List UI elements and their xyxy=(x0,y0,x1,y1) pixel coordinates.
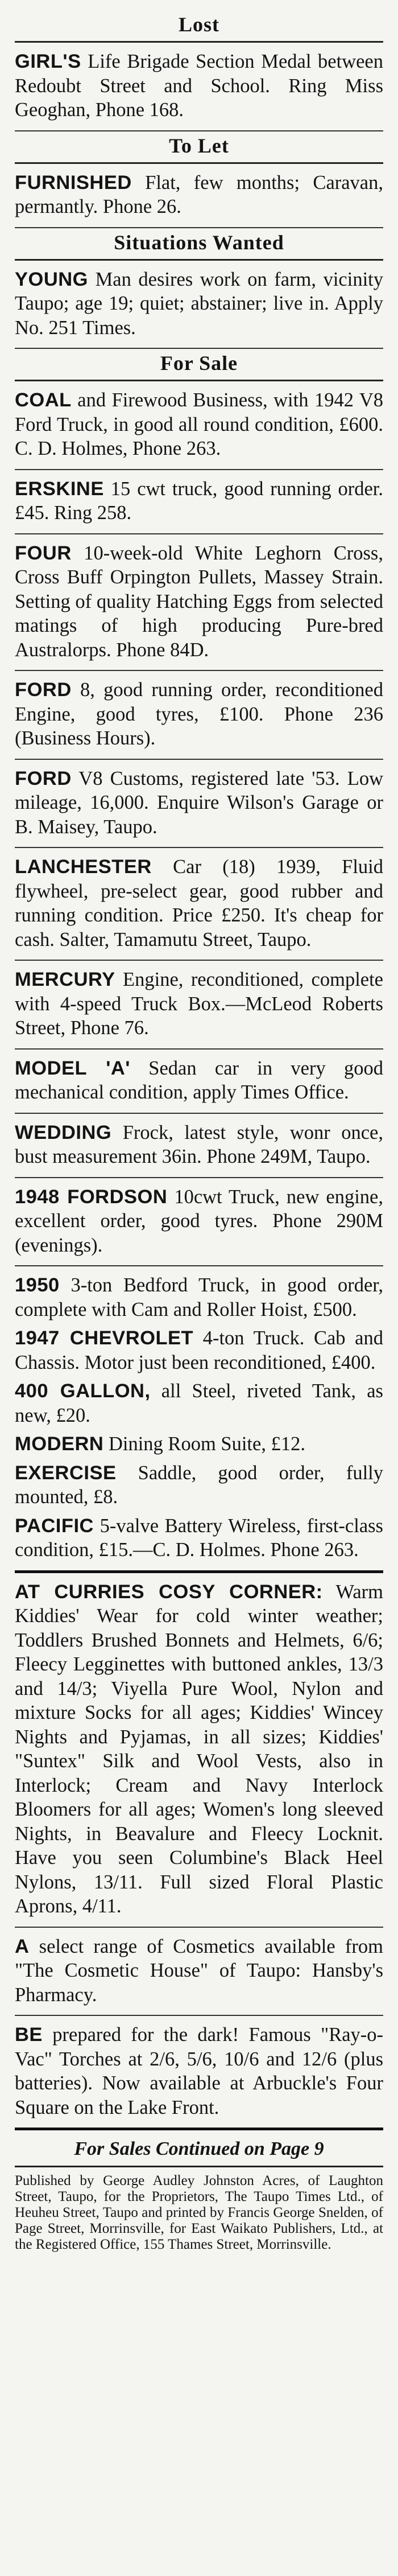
ad-body: 10-week-old White Leghorn Cross, Cross Buff Orpington Pullets, Massey Strain. Setting of quality Hatching Eggs from selected matings of high producing Pure-bred Australorps. Phone 84D. xyxy=(15,542,383,661)
ad-modern xyxy=(15,1430,383,1459)
ad-lead: FORD xyxy=(15,679,72,701)
ad-body: prepared for the dark! Famous "Ray-o-Vac" Torches at 2/6, 5/6, 10/6 and 12/6 (plus batteries). Now available at Arbuckle's Four Square on the Lake Front. xyxy=(15,2024,383,2118)
ad-body: 15 cwt truck, good running order. £45. Ring 258. xyxy=(15,478,383,524)
ad-body: Sedan car in very good mechanical condition, apply Times Office. xyxy=(15,1057,383,1103)
publisher-imprint: Published by George Audley Johnston Acres, of Laughton Street, Taupo, for the Proprietors, The Taupo Times Ltd., of Heuheu Street, Taupo and printed by Francis George Snelden, of Page Street, Morrinsville, for East Waikato Publishers, Ltd., at the Registered Office, 155 Thames Street, Morrinsville. xyxy=(15,2173,383,2252)
ad-cosmetics xyxy=(15,1928,383,2017)
ad-coal xyxy=(15,381,383,470)
ad-body: 10cwt Truck, new engine, excellent order, good tyres. Phone 290M (evenings). xyxy=(15,1186,383,1256)
ad-body: all Steel, riveted Tank, as new, £20. xyxy=(15,1380,383,1426)
ad-body: V8 Customs, registered late '53. Low mileage, 16,000. Enquire Wilson's Garage or B. Maisey, Taupo. xyxy=(15,767,383,838)
ad-lead: 1947 CHEVROLET xyxy=(15,1327,194,1349)
ad-lead: ERSKINE xyxy=(15,478,104,500)
ad-girls-medal xyxy=(15,43,383,131)
section-heading-to-let: To Let xyxy=(15,131,383,164)
ad-lanchester xyxy=(15,848,383,961)
ad-body: select range of Cosmetics available from "The Cosmetic House" of Taupo: Hansby's Pharmacy. xyxy=(15,1935,383,2006)
section-heading-situations-wanted: Situations Wanted xyxy=(15,228,383,261)
ad-lead: AT CURRIES COSY CORNER: xyxy=(15,1581,323,1603)
ad-body: Life Brigade Section Medal between Redoubt Street and School. Ring Miss Geoghan, Phone 168. xyxy=(15,51,383,121)
ad-lead: MODEL 'A' xyxy=(15,1057,131,1079)
ad-body: 3-ton Bedford Truck, in good order, complete with Cam and Roller Hoist, £500. xyxy=(15,1274,383,1320)
ad-body: 5-valve Battery Wireless, first-class condition, £15.—C. D. Holmes. Phone 263. xyxy=(15,1515,383,1561)
ad-lead: FORD xyxy=(15,767,72,789)
ad-mercury xyxy=(15,961,383,1050)
ad-leghorn xyxy=(15,534,383,672)
ad-lead: MODERN xyxy=(15,1433,104,1455)
ad-pacific xyxy=(15,1512,383,1573)
ad-lead: FOUR xyxy=(15,542,72,564)
ad-body: Saddle, good order, fully mounted, £8. xyxy=(15,1462,383,1508)
section-heading-for-sale: For Sale xyxy=(15,349,383,381)
ad-wedding xyxy=(15,1114,383,1178)
ad-ford8 xyxy=(15,671,383,760)
continued-notice: For Sales Continued on Page 9 xyxy=(15,2130,383,2167)
ad-erskine xyxy=(15,470,383,534)
ad-lead: GIRL'S xyxy=(15,51,81,72)
ad-ray-o-vac xyxy=(15,2016,383,2130)
ad-ford-v8 xyxy=(15,760,383,849)
ad-exercise xyxy=(15,1459,383,1512)
ad-lead: LANCHESTER xyxy=(15,856,152,878)
ad-model-a xyxy=(15,1050,383,1114)
ad-furnished-flat xyxy=(15,164,383,228)
ad-bedford xyxy=(15,1266,383,1324)
ad-lead: EXERCISE xyxy=(15,1462,117,1484)
ad-body: Warm Kiddies' Wear for cold winter weather; Toddlers Brushed Bonnets and Helmets, 6/6; Fleecy Legginettes with buttoned ankles, 13/3 and 14/3; Viyella Pure Wool, Nylon and mixture Socks for all ages; Kiddies' Wincey Nights and Pyjamas, in all sizes; Kiddies' "Suntex" Silk and Wool Vests, also in Interlock; Cream and Navy Interlock Bloomers for all ages; Women's long sleeved Nights, in Beavalure and Fleecy Locknit. Have you seen Columbine's Black Heel Nylons, 13/11. Full sized Floral Plastic Aprons, 4/11. xyxy=(15,1581,383,1917)
ad-lead: 400 GALLON, xyxy=(15,1380,151,1402)
section-heading-lost: Lost xyxy=(15,10,383,43)
ad-gallon xyxy=(15,1377,383,1430)
ad-body: and Firewood Business, with 1942 V8 Ford Truck, in good all round condition, £600. C. D. Holmes, Phone 263. xyxy=(15,389,383,459)
ad-body: Man desires work on farm, vicinity Taupo; age 19; quiet; abstainer; live in. Apply No. 251 Times. xyxy=(15,268,383,339)
ad-lead: FURNISHED xyxy=(15,171,132,194)
ad-lead: 1950 xyxy=(15,1274,60,1296)
ad-lead: A xyxy=(15,1935,30,1957)
ad-young-man xyxy=(15,261,383,349)
ad-fordson xyxy=(15,1178,383,1267)
ad-body: Dining Room Suite, £12. xyxy=(103,1433,305,1455)
ad-body: Frock, latest style, wonr once, bust measurement 36in. Phone 249M, Taupo. xyxy=(15,1121,383,1167)
ad-body: Flat, few months; Caravan, permantly. Phone 26. xyxy=(15,171,383,217)
ad-curries xyxy=(15,1573,383,1928)
ad-lead: 1948 FORDSON xyxy=(15,1186,168,1208)
ad-lead: PACIFIC xyxy=(15,1515,94,1537)
ad-lead: YOUNG xyxy=(15,268,89,290)
ad-body: Engine, reconditioned, complete with 4-speed Truck Box.—McLeod Roberts Street, Phone 76. xyxy=(15,969,383,1039)
ad-lead: MERCURY xyxy=(15,969,115,990)
ad-body: 8, good running order, reconditioned Engine, good tyres, £100. Phone 236 (Business Hours). xyxy=(15,679,383,749)
ad-body: 4-ton Truck. Cab and Chassis. Motor just been reconditioned, £400. xyxy=(15,1327,383,1373)
ad-lead: WEDDING xyxy=(15,1121,112,1143)
ad-chevrolet xyxy=(15,1324,383,1377)
ad-lead: BE xyxy=(15,2024,43,2046)
ad-body: Car (18) 1939, Fluid flywheel, pre-select gear, good rubber and running condition. Price £250. It's cheap for cash. Salter, Tamamutu Street, Taupo. xyxy=(15,856,383,950)
ad-lead: COAL xyxy=(15,389,72,411)
